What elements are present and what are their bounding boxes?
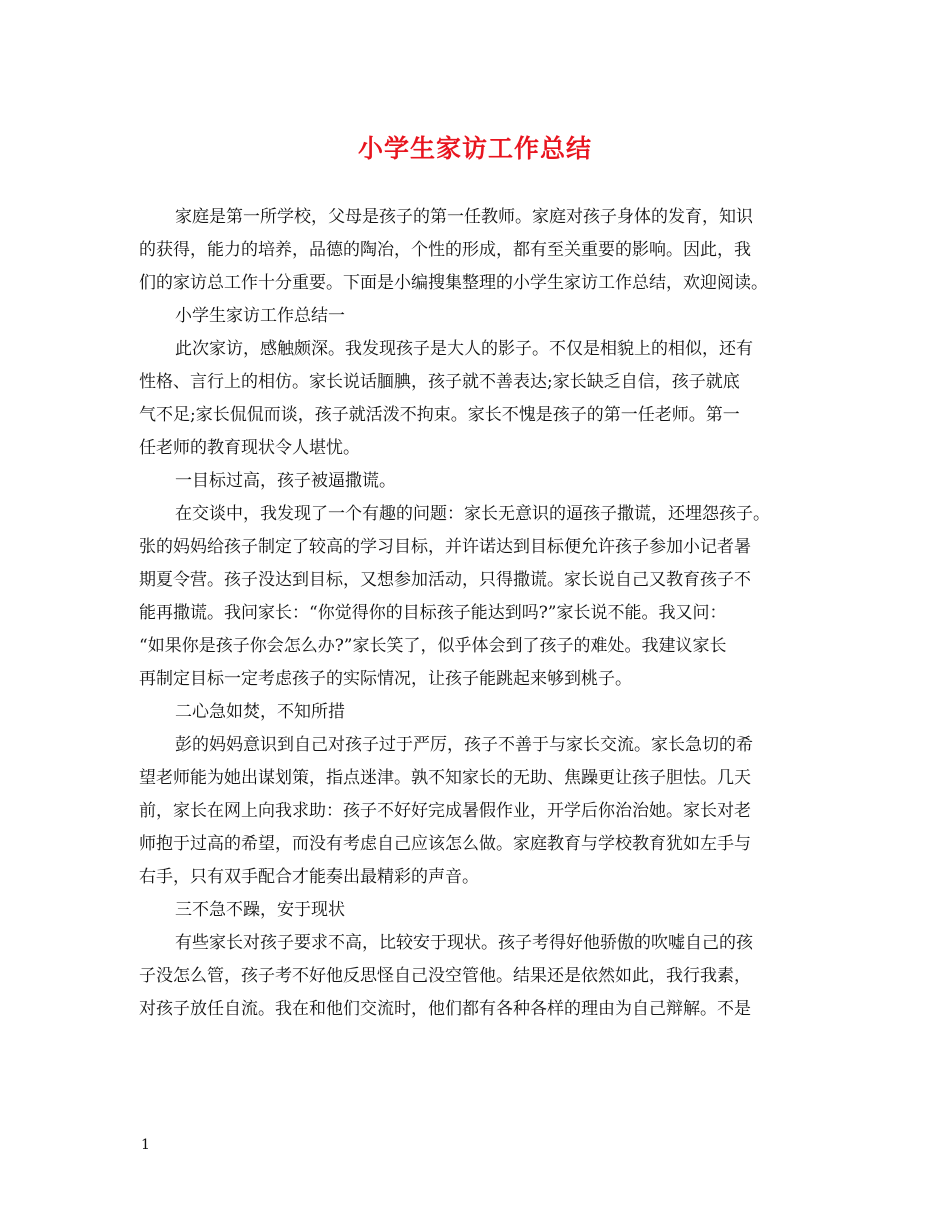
- text-line: 在交谈中，我发现了一个有趣的问题：家长无意识的逼孩子撒谎，还埋怨孩子。: [175, 504, 770, 524]
- text-line: 彭的妈妈意识到自己对孩子过于严厉，孩子不善于与家长交流。家长急切的希: [175, 735, 753, 755]
- text-line: “如果你是孩子你会怎么办?”家长笑了，似乎体会到了孩子的难处。我建议家长: [139, 636, 727, 656]
- text-line: 一目标过高，孩子被逼撒谎。: [175, 471, 396, 491]
- text-line: 三不急不躁，安于现状: [175, 900, 345, 920]
- text-line: 能再撒谎。我问家长：“你觉得你的目标孩子能达到吗?”家长说不能。我又问：: [139, 603, 727, 623]
- text-line: 小学生家访工作总结一: [175, 306, 345, 326]
- text-line: 气不足;家长侃侃而谈，孩子就活泼不拘束。家长不愧是孩子的第一任老师。第一: [139, 405, 740, 425]
- text-line: 有些家长对孩子要求不高，比较安于现状。孩子考得好他骄傲的吹嘘自己的孩: [175, 933, 753, 953]
- text-line: 子没怎么管，孩子考不好他反思怪自己没空管他。结果还是依然如此，我行我素，: [139, 966, 751, 986]
- text-line: 张的妈妈给孩子制定了较高的学习目标，并许诺达到目标便允许孩子参加小记者暑: [139, 537, 751, 557]
- page-number: 1: [141, 1137, 150, 1153]
- text-line: 性格、言行上的相仿。家长说话腼腆，孩子就不善表达;家长缺乏自信，孩子就底: [139, 372, 740, 392]
- text-line: 二心急如焚，不知所措: [175, 702, 345, 722]
- text-line: 的获得，能力的培养，品德的陶冶，个性的形成，都有至关重要的影响。因此，我: [139, 240, 751, 260]
- text-line: 们的家访总工作十分重要。下面是小编搜集整理的小学生家访工作总结，欢迎阅读。: [139, 273, 768, 293]
- text-line: 任老师的教育现状令人堪忧。: [139, 438, 360, 458]
- text-line: 对孩子放任自流。我在和他们交流时，他们都有各种各样的理由为自己辩解。不是: [139, 999, 751, 1019]
- text-line: 前，家长在网上向我求助：孩子不好好完成暑假作业，开学后你治治她。家长对老: [139, 801, 751, 821]
- text-line: 师抱于过高的希望，而没有考虑自己应该怎么做。家庭教育与学校教育犹如左手与: [139, 834, 751, 854]
- text-line: 此次家访，感触颇深。我发现孩子是大人的影子。不仅是相貌上的相似，还有: [175, 339, 753, 359]
- text-line: 右手，只有双手配合才能奏出最精彩的声音。: [139, 867, 479, 887]
- text-line: 再制定目标一定考虑孩子的实际情况，让孩子能跳起来够到桃子。: [139, 669, 632, 689]
- document-body: [139, 201, 815, 1026]
- document-title: 小学生家访工作总结: [357, 134, 592, 163]
- text-line: 家庭是第一所学校，父母是孩子的第一任教师。家庭对孩子身体的发育，知识: [175, 207, 753, 227]
- text-line: 期夏令营。孩子没达到目标，又想参加活动，只得撒谎。家长说自己又教育孩子不: [139, 570, 751, 590]
- text-line: 望老师能为她出谋划策，指点迷津。孰不知家长的无助、焦躁更让孩子胆怯。几天: [139, 768, 751, 788]
